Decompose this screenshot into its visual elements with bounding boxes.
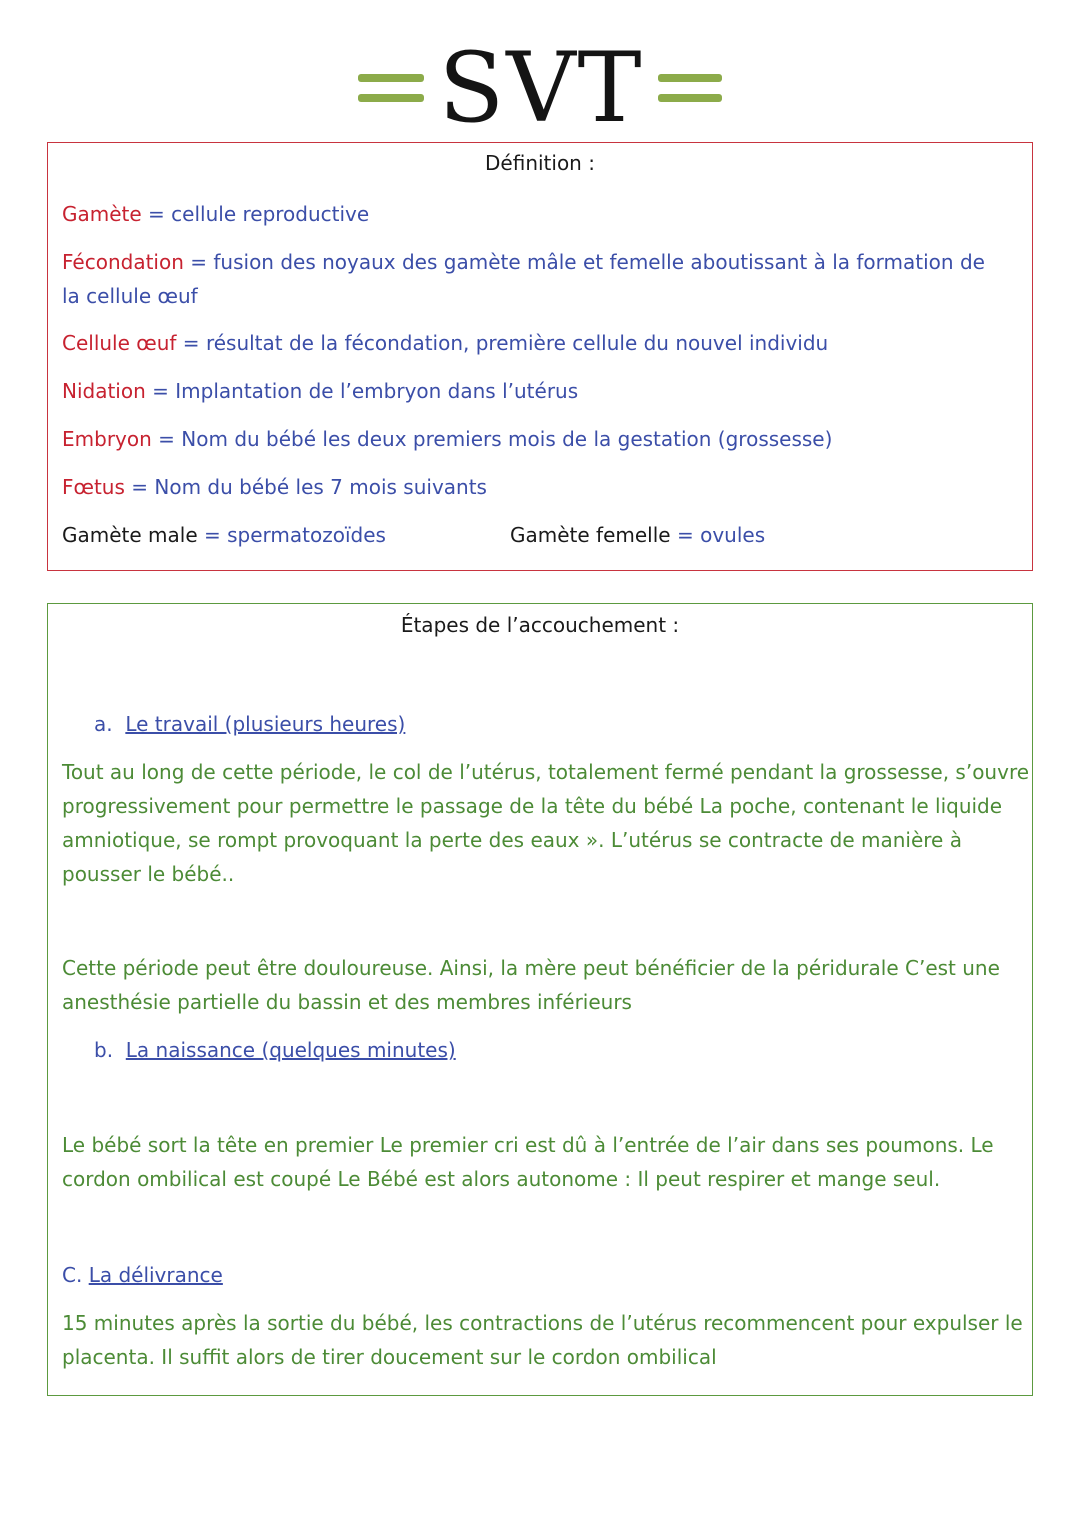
step-title: La naissance (quelques minutes): [125, 1038, 456, 1062]
step-a-heading: [94, 707, 405, 741]
step-marker: C.: [62, 1263, 83, 1287]
definition-embryon: Embryon = Nom du bébé les deux premiers mois de la gestation (grossesse): [62, 427, 833, 451]
definition-text: ovules: [700, 523, 766, 547]
step-a-paragraph-1: Tout au long de cette période, le col de l’utérus, totalement fermé pendant la grossesse, s’ouvre progressivement pour permettre le passage de la tête du bébé La poche, contenant le liquide amniotique, se rompt provoquant la perte des eaux ». L’utérus se contracte de manière à pousser le bébé..: [62, 760, 1030, 886]
step-c-paragraph: 15 minutes après la sortie du bébé, les contractions de l’utérus recommencent pour expulser le placenta. Il suffit alors de tirer doucement sur le cordon ombilical: [62, 1311, 1023, 1369]
definition-gamete-femelle: Gamète femelle = ovules: [510, 523, 766, 547]
definition-cellule-oeuf: Cellule œuf = résultat de la fécondation, première cellule du nouvel individu: [62, 331, 829, 355]
definition-term: Cellule œuf: [62, 331, 177, 355]
definition-fecondation: Fécondation = fusion des noyaux des gamète mâle et femelle aboutissant à la formation de: [62, 250, 985, 274]
definition-text: Implantation de l’embryon dans l’utérus: [175, 379, 579, 403]
definitions-heading: Définition :: [485, 151, 595, 175]
step-c-heading: [62, 1258, 223, 1292]
definition-term: Fécondation: [62, 250, 184, 274]
page-title: SVT: [438, 32, 644, 144]
definition-text: résultat de la fécondation, première cellule du nouvel individu: [205, 331, 829, 355]
definition-text: Nom du bébé les 7 mois suivants: [154, 475, 487, 499]
definition-fecondation-continued: la cellule œuf: [62, 284, 198, 308]
birth-steps-box: [47, 603, 1033, 1396]
page-header: [0, 32, 1080, 144]
decorative-double-bar-right: [658, 74, 722, 102]
definition-term: Fœtus: [62, 475, 125, 499]
definition-term: Embryon: [62, 427, 152, 451]
definition-term: Gamète male: [62, 523, 198, 547]
definition-term: Nidation: [62, 379, 146, 403]
step-b-heading: [94, 1033, 456, 1067]
definition-gamete-male: Gamète male = spermatozoïdes: [62, 523, 386, 547]
step-title: Le travail (plusieurs heures): [125, 712, 406, 736]
step-a-paragraph-2: Cette période peut être douloureuse. Ainsi, la mère peut bénéficier de la péridurale C’est une anesthésie partielle du bassin et des membres inférieurs: [62, 956, 1000, 1014]
definition-text: Nom du bébé les deux premiers mois de la gestation (grossesse): [181, 427, 833, 451]
step-title: La délivrance: [88, 1263, 223, 1287]
definition-text: cellule reproductive: [171, 202, 370, 226]
definition-text: spermatozoïdes: [227, 523, 386, 547]
step-b-paragraph: Le bébé sort la tête en premier Le premier cri est dû à l’entrée de l’air dans ses poumons. Le cordon ombilical est coupé Le Bébé est alors autonome : Il peut respirer et mange seul.: [62, 1133, 994, 1191]
steps-heading: Étapes de l’accouchement :: [400, 613, 680, 637]
definition-foetus: Fœtus = Nom du bébé les 7 mois suivants: [62, 475, 487, 499]
step-marker: b.: [94, 1038, 114, 1062]
step-marker: a.: [94, 712, 113, 736]
definition-term: Gamète femelle: [510, 523, 671, 547]
definition-term: Gamète: [62, 202, 142, 226]
definition-text: fusion des noyaux des gamète mâle et femelle aboutissant à la formation de: [213, 250, 985, 274]
definition-gamete: Gamète = cellule reproductive: [62, 202, 370, 226]
decorative-double-bar-left: [358, 74, 424, 102]
definition-nidation: Nidation = Implantation de l’embryon dans l’utérus: [62, 379, 579, 403]
definitions-box: [47, 142, 1033, 571]
